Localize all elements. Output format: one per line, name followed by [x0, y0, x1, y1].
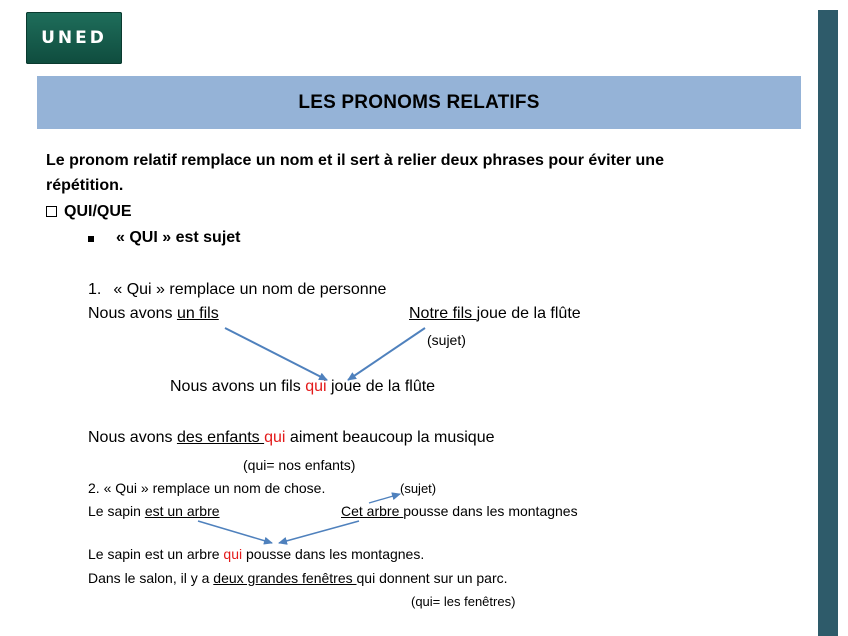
arrow-right-to-combined-1: [348, 328, 425, 380]
combined-1-qui: qui: [305, 378, 327, 395]
arrow-left-to-combined-2: [198, 521, 272, 543]
example-1-right-rest: joue de la flûte: [476, 305, 581, 322]
logo-text: UNED: [41, 28, 107, 48]
arrow-to-sujet-2: [369, 494, 400, 503]
example-2-rest: aiment beaucoup la musique: [285, 429, 495, 446]
bullet-text: « QUI » est sujet: [116, 229, 241, 246]
combined-1-rest: joue de la flûte: [326, 378, 436, 395]
example-3-prefix: Dans le salon, il y a: [88, 570, 214, 586]
section-heading: QUI/QUE: [64, 203, 132, 220]
point-2-left-prefix: Le sapin: [88, 503, 145, 519]
point-2-left-underlined: est un arbre: [144, 503, 220, 519]
point-2-right-rest: pousse dans les montagnes: [403, 503, 578, 519]
example-1-left-prefix: Nous avons: [88, 305, 177, 322]
arrow-left-to-combined-1: [225, 328, 327, 380]
example-2-qui: qui: [264, 429, 286, 446]
intro-line-1: Le pronom relatif remplace un nom et il sert à relier deux phrases pour éviter une: [46, 152, 664, 169]
sujet-note-1: (sujet): [427, 332, 466, 348]
example-1-left-underlined: un fils: [176, 305, 219, 322]
point-1-title-rest: ui » remplace un nom de personne: [139, 281, 387, 298]
example-3-underlined: deux grandes fenêtres: [213, 570, 357, 586]
combined-2-rest: pousse dans les montagnes.: [242, 546, 425, 562]
combined-2-prefix: Le sapin est un arbre: [88, 546, 224, 562]
page-title: LES PRONOMS RELATIFS: [298, 91, 540, 113]
example-2-prefix: Nous avons: [88, 429, 177, 446]
combined-2-qui: qui: [223, 546, 243, 562]
example-2-underlined: des enfants: [176, 429, 265, 446]
sujet-note-2: (sujet): [400, 481, 437, 496]
point-2-title: 2. « Qui » remplace un nom de chose.: [88, 480, 326, 496]
example-3-note: (qui= les fenêtres): [411, 594, 516, 609]
intro-line-2: répétition.: [46, 177, 124, 194]
point-2-right-underlined: Cet arbre: [341, 503, 404, 519]
example-3-rest: qui donnent sur un parc.: [356, 570, 508, 586]
point-1-number: 1.: [88, 281, 102, 298]
combined-1-prefix: Nous avons un fils: [170, 378, 306, 395]
example-1-right-underlined: Notre fils: [409, 305, 477, 322]
arrow-right-to-combined-2: [279, 521, 359, 543]
example-2-note: (qui= nos enfants): [243, 457, 356, 473]
point-1-title-open: « Q: [113, 281, 140, 298]
